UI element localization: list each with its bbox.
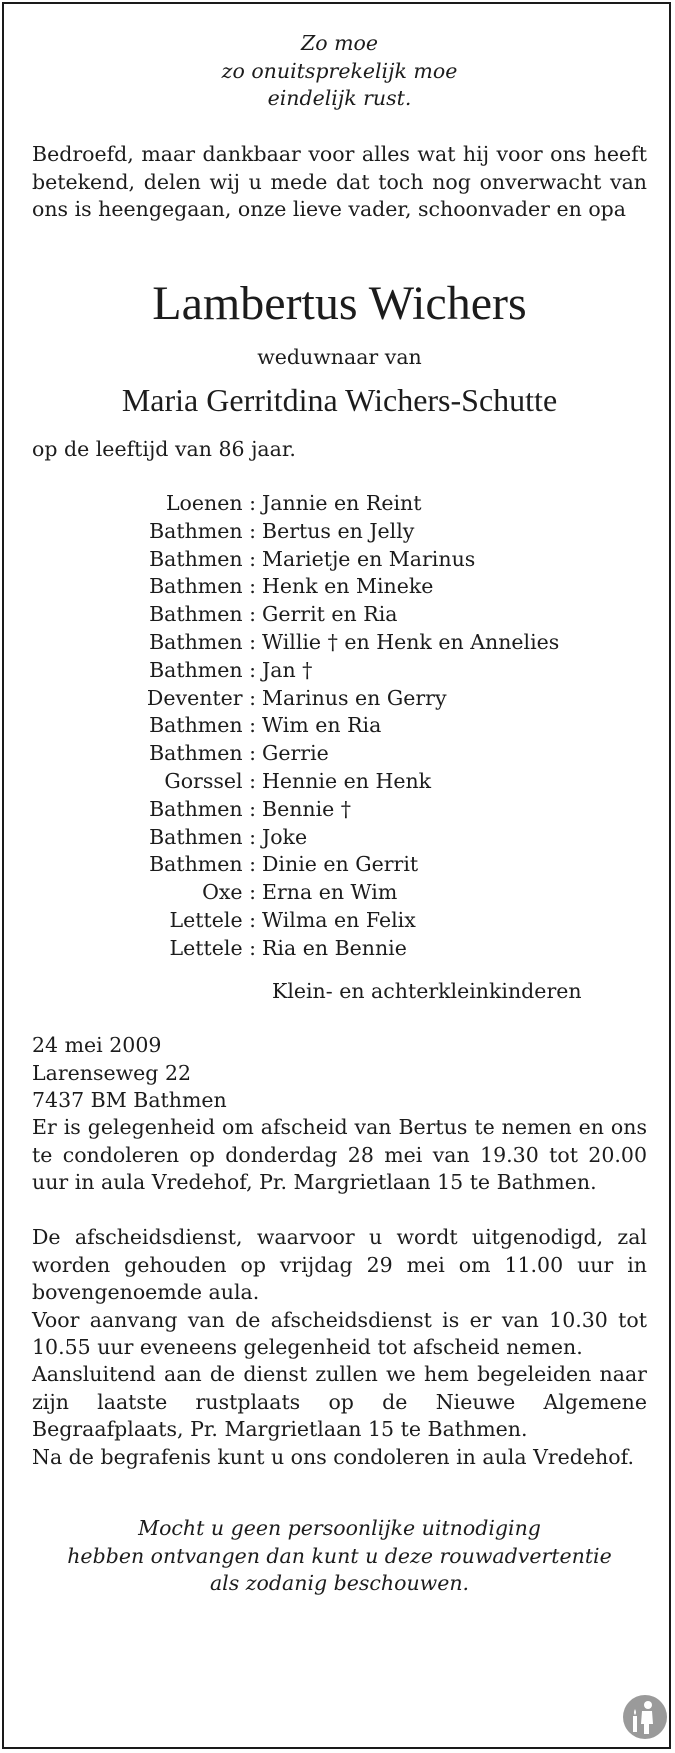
family-row (32, 768, 647, 796)
family-place: Bathmen : (149, 741, 256, 766)
opening-poem (32, 30, 647, 113)
poem-line: zo onuitsprekelijk moe (221, 58, 458, 83)
family-row (32, 685, 647, 713)
intro-paragraph: Bedroefd, maar dankbaar voor alles wat hij voor ons heeft betekend, delen wij u mede dat toch nog onverwacht van ons is heengegaan, onze lieve vader, schoonvader en opa (32, 142, 647, 222)
address-block (32, 1032, 647, 1115)
candle-figure-icon (622, 1694, 668, 1740)
burial-paragraph: Aansluitend aan de dienst zullen we hem begeleiden naar zijn laatste rustplaats op de Nieuwe Algemene Begraafplaats, Pr. Margrietlaan 15 te Bathmen. (32, 1362, 647, 1442)
family-row (32, 796, 647, 824)
family-row (32, 657, 647, 685)
family-names: Ria en Bennie (262, 935, 407, 960)
family-names: Bertus en Jelly (262, 518, 415, 543)
family-place: Bathmen : (149, 574, 256, 599)
family-place: Bathmen : (149, 630, 256, 655)
age-line: op de leeftijd van 86 jaar. (32, 437, 296, 461)
family-names: Gerrie (262, 741, 329, 766)
family-row (32, 518, 647, 546)
family-row (32, 546, 647, 574)
service-viewing: Voor aanvang van de afscheidsdienst is er van 10.30 tot 10.55 uur eveneens gelegenheid tot afscheid nemen. (32, 1307, 647, 1360)
address-street: Larenseweg 22 (32, 1060, 192, 1085)
closing-line: als zodanig beschouwen. (209, 1571, 470, 1596)
family-row (32, 907, 647, 935)
family-place: Bathmen : (149, 796, 256, 821)
family-row (32, 490, 647, 518)
family-list (32, 490, 647, 963)
family-names: Bennie † (262, 796, 352, 821)
family-row (32, 573, 647, 601)
family-place: Oxe : (202, 880, 256, 905)
widower-label: weduwnaar van (257, 345, 422, 369)
family-row (32, 601, 647, 629)
family-row (32, 935, 647, 963)
family-row (32, 851, 647, 879)
logo-graphic (622, 1694, 668, 1740)
closing-line: hebben ontvangen dan kunt u deze rouwadvertentie (67, 1543, 612, 1568)
obituary-card (2, 2, 671, 1749)
family-names: Joke (262, 824, 308, 849)
family-place: Bathmen : (149, 518, 256, 543)
address-city: 7437 BM Bathmen (32, 1088, 227, 1113)
family-row (32, 824, 647, 852)
family-place: Loenen : (165, 491, 256, 516)
poem-line: eindelijk rust. (267, 86, 412, 111)
service-invitation: De afscheidsdienst, waarvoor u wordt uitgenodigd, zal worden gehouden op vrijdag 29 mei om 11.00 uur in bovengenoemde aula. (32, 1225, 647, 1305)
deceased-name: Lambertus Wichers (152, 277, 527, 330)
family-row (32, 629, 647, 657)
family-names: Marinus en Gerry (262, 685, 447, 710)
service-paragraph (32, 1224, 647, 1362)
poem-line: Zo moe (300, 31, 378, 55)
family-names: Wim en Ria (262, 713, 382, 738)
family-names: Jan † (262, 657, 313, 682)
family-place: Gorssel : (164, 769, 256, 794)
family-row (32, 740, 647, 768)
family-names: Marietje en Marinus (262, 546, 476, 571)
family-names: Hennie en Henk (262, 769, 432, 794)
closing-note (32, 1515, 647, 1598)
condolence-paragraph: Er is gelegenheid om afscheid van Bertus te nemen en ons te condoleren op donderdag 28 mei van 19.30 tot 20.00 uur in aula Vredehof, Pr. Margrietlaan 15 te Bathmen. (32, 1115, 647, 1195)
address-date: 24 mei 2009 (32, 1033, 162, 1057)
family-row (32, 879, 647, 907)
family-names: Henk en Mineke (262, 574, 434, 599)
family-place: Bathmen : (149, 657, 256, 682)
family-place: Bathmen : (149, 713, 256, 738)
family-names: Gerrit en Ria (262, 602, 398, 627)
family-place: Bathmen : (149, 852, 256, 877)
grandchildren-line: Klein- en achterkleinkinderen (272, 979, 582, 1003)
spouse-name: Maria Gerritdina Wichers-Schutte (121, 382, 558, 418)
family-place: Bathmen : (149, 546, 256, 571)
family-names: Wilma en Felix (262, 908, 416, 933)
family-place: Bathmen : (149, 602, 256, 627)
family-place: Lettele : (169, 908, 256, 933)
family-place: Deventer : (146, 685, 256, 710)
family-names: Willie † en Henk en Annelies (262, 630, 560, 655)
family-names: Jannie en Reint (262, 491, 422, 516)
after-funeral-paragraph: Na de begrafenis kunt u ons condoleren in aula Vredehof. (32, 1445, 634, 1469)
family-place: Lettele : (169, 935, 256, 960)
family-names: Erna en Wim (262, 880, 398, 905)
closing-line: Mocht u geen persoonlijke uitnodiging (138, 1516, 541, 1540)
family-place: Bathmen : (149, 824, 256, 849)
family-row (32, 712, 647, 740)
family-names: Dinie en Gerrit (262, 852, 419, 877)
